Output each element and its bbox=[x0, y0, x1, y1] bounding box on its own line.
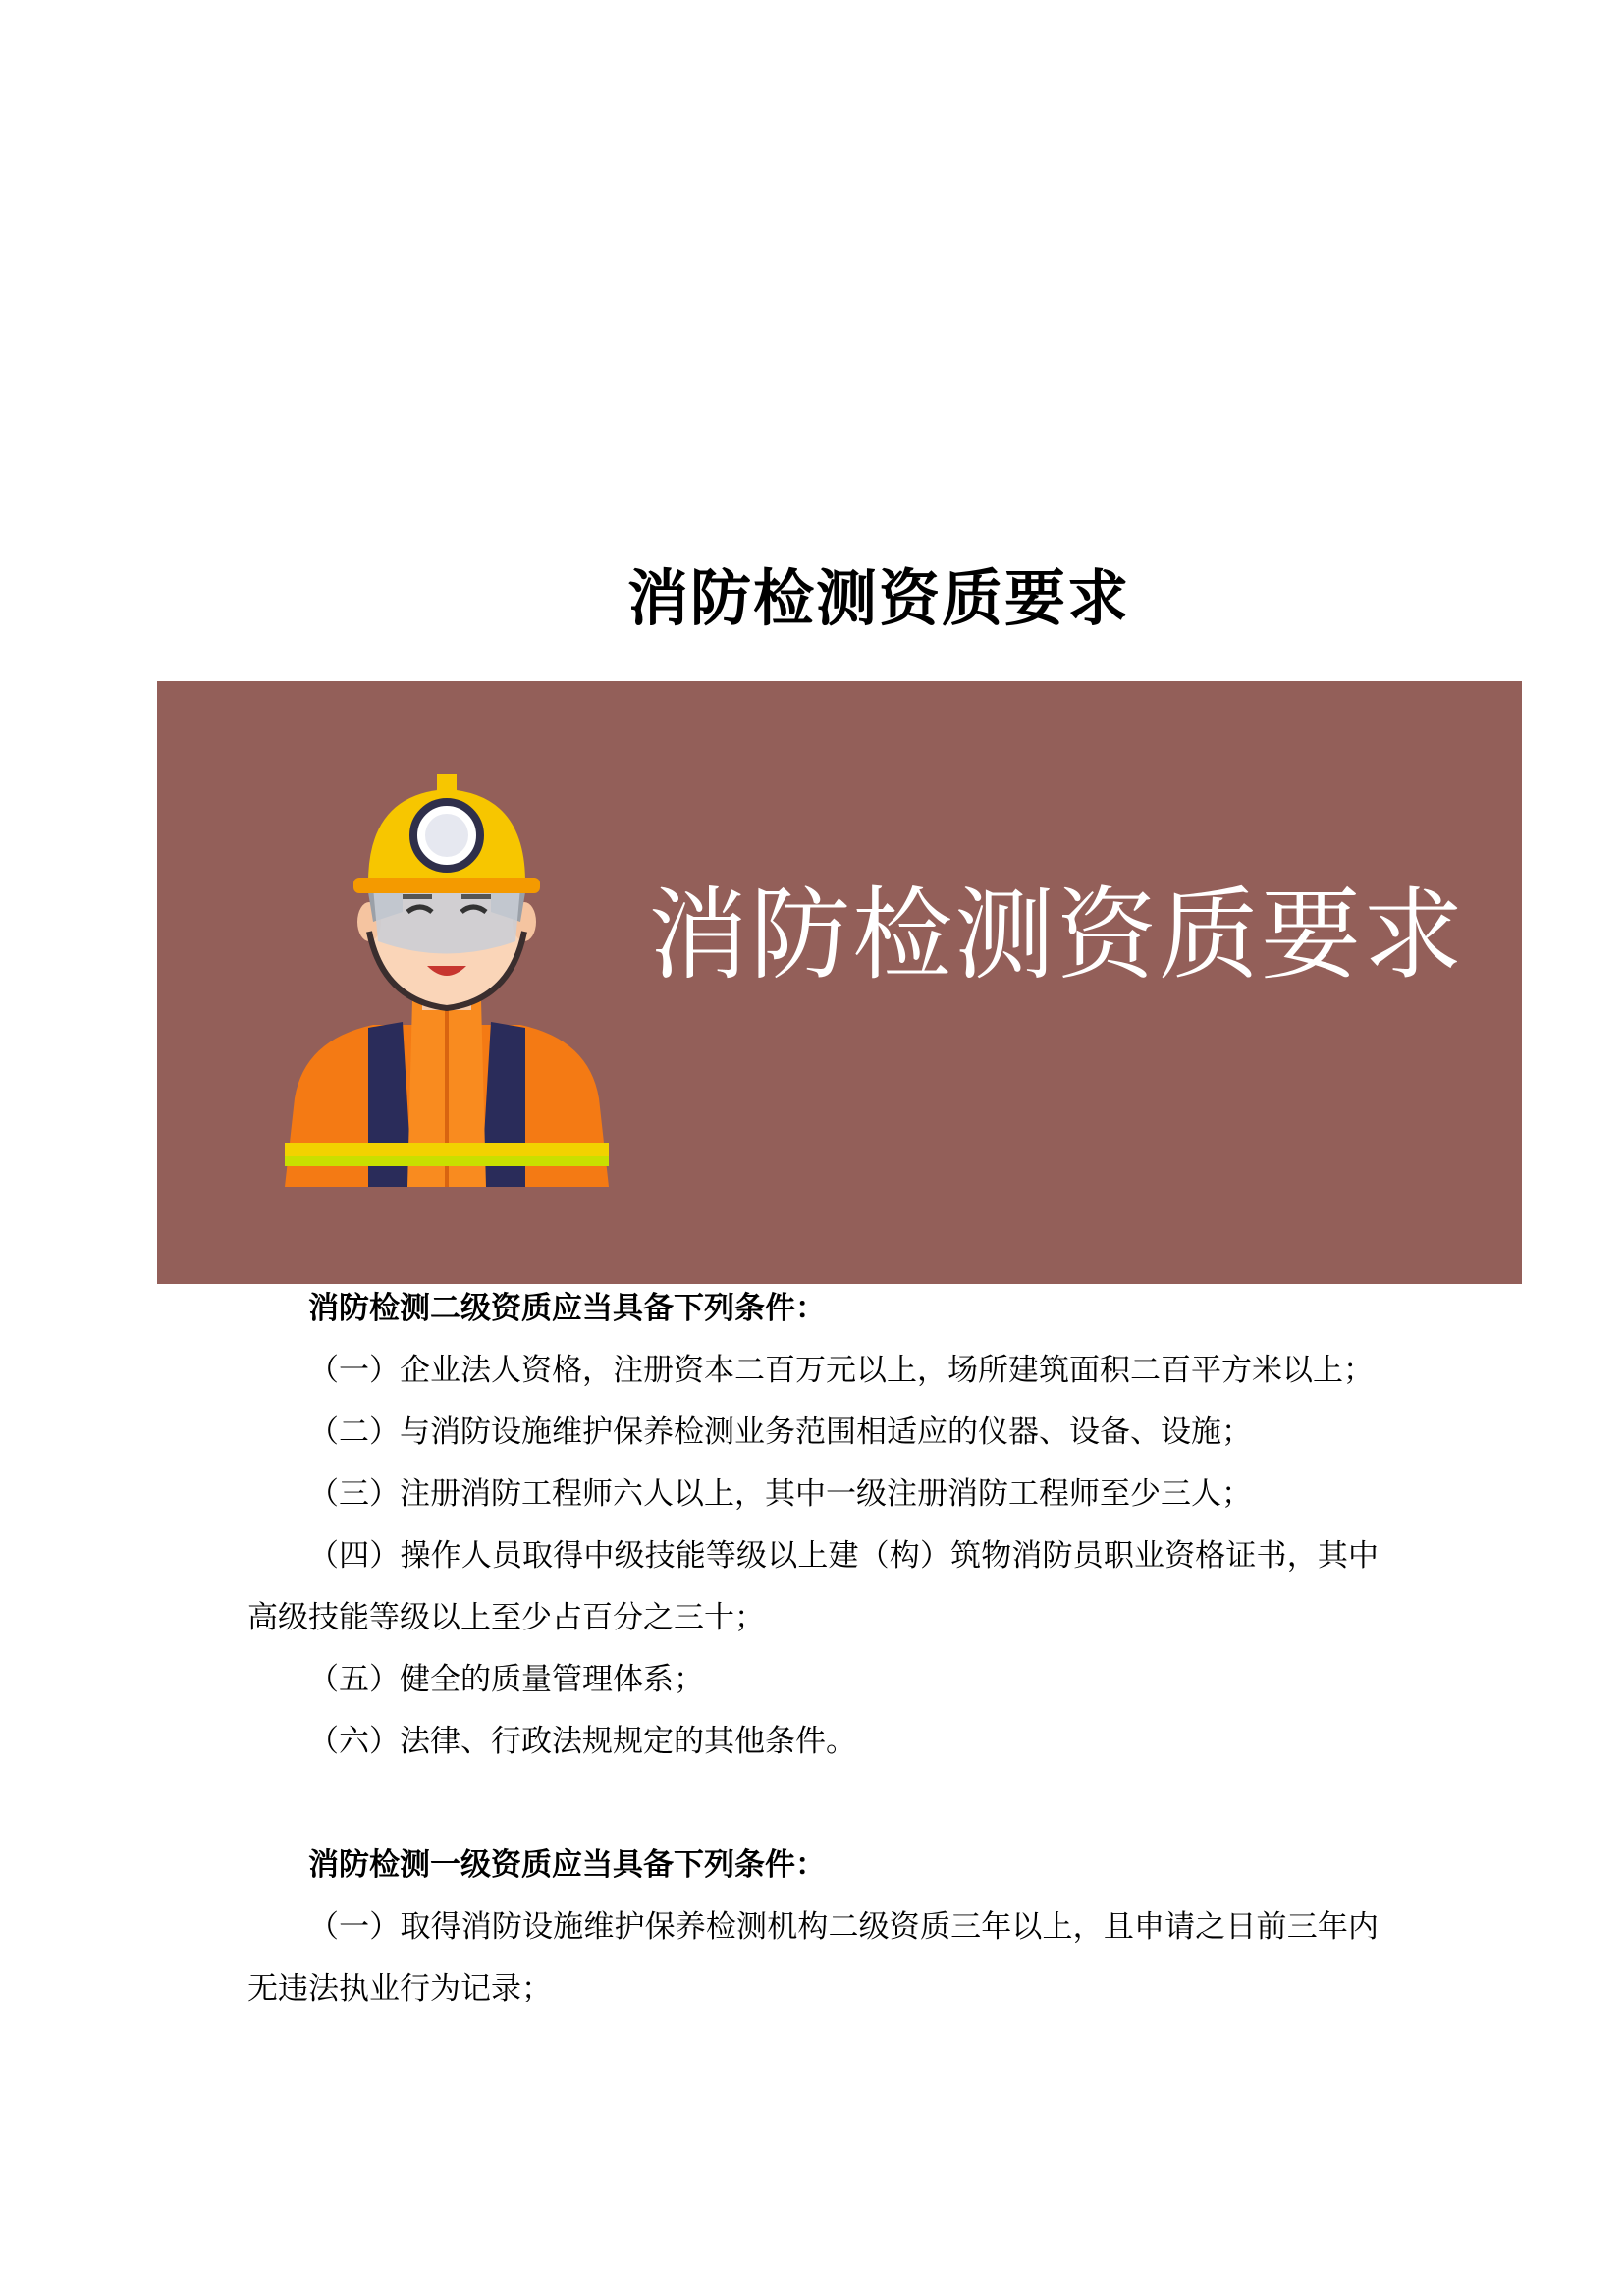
list-item: （三）注册消防工程师六人以上，其中一级注册消防工程师至少三人； bbox=[308, 1476, 1252, 1512]
list-item: （一）企业法人资格，注册资本二百万元以上，场所建筑面积二百平方米以上； bbox=[308, 1353, 1374, 1388]
list-item: （六）法律、行政法规规定的其他条件。 bbox=[308, 1724, 856, 1759]
document-body bbox=[247, 1278, 1379, 2020]
list-item: （一）取得消防设施维护保养检测机构二级资质三年以上，且申请之日前三年内无违法执业行为记录； bbox=[247, 1909, 1379, 2006]
banner bbox=[157, 681, 1522, 1284]
banner-title: 消防检测资质要求 bbox=[648, 878, 1465, 994]
section-heading-level1: 消防检测一级资质应当具备下列条件： bbox=[308, 1847, 826, 1883]
page-title: 消防检测资质要求 bbox=[626, 562, 1130, 634]
section-spacer bbox=[247, 1773, 1379, 1835]
list-item: （五）健全的质量管理体系； bbox=[308, 1662, 704, 1697]
list-item: （四）操作人员取得中级技能等级以上建（构）筑物消防员职业资格证书，其中高级技能等级以上至少占百分之三十； bbox=[247, 1538, 1379, 1635]
firefighter-avatar-icon bbox=[275, 774, 619, 1187]
list-item: （二）与消防设施维护保养检测业务范围相适应的仪器、设备、设施； bbox=[308, 1415, 1252, 1450]
section-heading-level2: 消防检测二级资质应当具备下列条件： bbox=[308, 1291, 826, 1326]
